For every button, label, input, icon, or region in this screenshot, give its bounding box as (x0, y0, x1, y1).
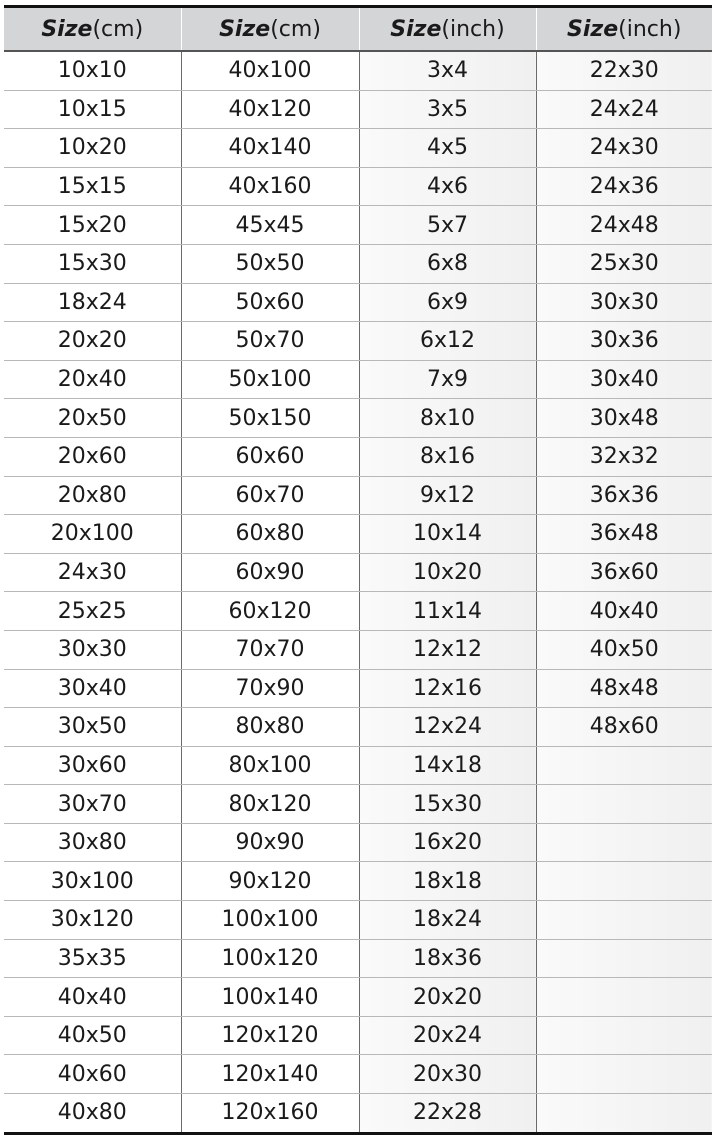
size-cell: 15x30 (4, 244, 181, 283)
table-row (4, 515, 712, 554)
size-cell: 30x50 (4, 708, 181, 747)
size-cell: 24x48 (536, 206, 712, 245)
table-row (4, 399, 712, 438)
table-row (4, 1094, 712, 1134)
size-cell (536, 823, 712, 862)
size-cell: 36x48 (536, 515, 712, 554)
header-size-label: Size (567, 16, 619, 42)
size-cell: 20x20 (359, 978, 536, 1017)
size-table-header (4, 7, 712, 52)
size-cell: 25x25 (4, 592, 181, 631)
size-cell: 120x160 (181, 1094, 359, 1134)
size-cell (536, 1055, 712, 1094)
size-cell: 8x10 (359, 399, 536, 438)
size-cell: 18x24 (4, 283, 181, 322)
header-unit-label: (cm) (270, 16, 321, 42)
size-cell: 10x10 (4, 51, 181, 90)
size-cell: 15x30 (359, 785, 536, 824)
size-cell: 40x120 (181, 90, 359, 129)
size-cell: 5x7 (359, 206, 536, 245)
header-unit-label: (inch) (441, 16, 505, 42)
size-cell: 45x45 (181, 206, 359, 245)
size-cell: 18x36 (359, 939, 536, 978)
size-cell (536, 978, 712, 1017)
header-inch-1 (359, 7, 536, 52)
size-cell: 20x20 (4, 322, 181, 361)
size-cell: 40x40 (4, 978, 181, 1017)
size-cell: 24x30 (536, 129, 712, 168)
size-cell: 30x60 (4, 746, 181, 785)
size-table-body (4, 51, 712, 1133)
size-cell (536, 746, 712, 785)
size-cell: 20x80 (4, 476, 181, 515)
size-cell: 90x90 (181, 823, 359, 862)
size-cell: 48x60 (536, 708, 712, 747)
size-cell: 7x9 (359, 360, 536, 399)
table-row (4, 785, 712, 824)
size-cell: 36x36 (536, 476, 712, 515)
size-cell: 20x24 (359, 1016, 536, 1055)
size-cell: 120x140 (181, 1055, 359, 1094)
table-row (4, 1055, 712, 1094)
size-cell: 24x30 (4, 553, 181, 592)
size-cell: 11x14 (359, 592, 536, 631)
size-cell: 30x40 (536, 360, 712, 399)
table-row (4, 51, 712, 90)
size-cell: 50x150 (181, 399, 359, 438)
size-cell: 12x12 (359, 630, 536, 669)
size-cell: 12x24 (359, 708, 536, 747)
table-row (4, 1016, 712, 1055)
size-cell: 50x100 (181, 360, 359, 399)
size-cell (536, 1016, 712, 1055)
size-cell: 9x12 (359, 476, 536, 515)
size-cell: 100x140 (181, 978, 359, 1017)
size-cell: 60x120 (181, 592, 359, 631)
size-cell: 60x80 (181, 515, 359, 554)
size-cell: 12x16 (359, 669, 536, 708)
size-cell: 40x60 (4, 1055, 181, 1094)
size-cell: 15x20 (4, 206, 181, 245)
size-cell: 3x4 (359, 51, 536, 90)
size-cell: 30x48 (536, 399, 712, 438)
size-cell: 30x70 (4, 785, 181, 824)
size-cell: 40x50 (536, 630, 712, 669)
size-cell: 35x35 (4, 939, 181, 978)
size-cell: 30x30 (4, 630, 181, 669)
size-cell: 14x18 (359, 746, 536, 785)
size-cell: 60x90 (181, 553, 359, 592)
size-cell: 100x120 (181, 939, 359, 978)
size-cell: 22x30 (536, 51, 712, 90)
size-cell: 6x12 (359, 322, 536, 361)
table-row (4, 630, 712, 669)
header-unit-label: (cm) (92, 16, 144, 42)
size-cell (536, 1094, 712, 1134)
size-cell: 120x120 (181, 1016, 359, 1055)
size-cell: 90x120 (181, 862, 359, 901)
size-cell: 100x100 (181, 901, 359, 940)
table-row (4, 360, 712, 399)
table-row (4, 823, 712, 862)
size-cell: 48x48 (536, 669, 712, 708)
table-row (4, 437, 712, 476)
size-cell: 25x30 (536, 244, 712, 283)
size-cell: 30x30 (536, 283, 712, 322)
size-table (4, 5, 712, 1135)
table-row (4, 322, 712, 361)
size-cell: 20x50 (4, 399, 181, 438)
table-row (4, 167, 712, 206)
size-cell: 32x32 (536, 437, 712, 476)
table-row (4, 862, 712, 901)
table-row (4, 592, 712, 631)
size-cell: 10x20 (4, 129, 181, 168)
size-cell: 3x5 (359, 90, 536, 129)
size-cell (536, 862, 712, 901)
table-row (4, 708, 712, 747)
size-cell: 30x36 (536, 322, 712, 361)
size-cell: 70x90 (181, 669, 359, 708)
size-cell: 22x28 (359, 1094, 536, 1134)
size-cell: 30x40 (4, 669, 181, 708)
size-cell: 80x80 (181, 708, 359, 747)
size-cell: 40x80 (4, 1094, 181, 1134)
size-cell: 30x100 (4, 862, 181, 901)
header-row (4, 7, 712, 52)
table-row (4, 90, 712, 129)
size-cell: 80x100 (181, 746, 359, 785)
size-cell: 6x9 (359, 283, 536, 322)
size-cell: 20x60 (4, 437, 181, 476)
header-inch-2 (536, 7, 712, 52)
size-cell: 8x16 (359, 437, 536, 476)
size-cell: 10x15 (4, 90, 181, 129)
table-row (4, 244, 712, 283)
size-cell: 24x36 (536, 167, 712, 206)
header-cm-2 (181, 7, 359, 52)
size-cell: 15x15 (4, 167, 181, 206)
size-cell: 40x50 (4, 1016, 181, 1055)
table-row (4, 939, 712, 978)
size-cell: 20x40 (4, 360, 181, 399)
header-size-label: Size (219, 16, 271, 42)
size-cell: 50x60 (181, 283, 359, 322)
size-cell: 30x120 (4, 901, 181, 940)
size-cell: 10x14 (359, 515, 536, 554)
size-cell (536, 785, 712, 824)
header-unit-label: (inch) (618, 16, 682, 42)
table-row (4, 283, 712, 322)
header-size-label: Size (41, 16, 93, 42)
header-cm-1 (4, 7, 181, 52)
size-cell: 4x6 (359, 167, 536, 206)
size-cell: 40x100 (181, 51, 359, 90)
size-cell: 20x30 (359, 1055, 536, 1094)
size-cell (536, 901, 712, 940)
size-cell: 18x18 (359, 862, 536, 901)
size-cell: 40x160 (181, 167, 359, 206)
header-size-label: Size (390, 16, 442, 42)
size-cell: 18x24 (359, 901, 536, 940)
size-cell: 10x20 (359, 553, 536, 592)
table-row (4, 129, 712, 168)
table-row (4, 978, 712, 1017)
size-cell: 70x70 (181, 630, 359, 669)
table-row (4, 901, 712, 940)
size-cell: 60x70 (181, 476, 359, 515)
size-cell: 50x70 (181, 322, 359, 361)
size-cell: 40x140 (181, 129, 359, 168)
size-cell: 24x24 (536, 90, 712, 129)
size-cell: 36x60 (536, 553, 712, 592)
size-cell: 6x8 (359, 244, 536, 283)
size-cell: 16x20 (359, 823, 536, 862)
size-cell: 40x40 (536, 592, 712, 631)
size-cell: 30x80 (4, 823, 181, 862)
table-row (4, 669, 712, 708)
size-cell: 20x100 (4, 515, 181, 554)
table-row (4, 476, 712, 515)
table-row (4, 553, 712, 592)
size-cell: 80x120 (181, 785, 359, 824)
size-cell: 60x60 (181, 437, 359, 476)
size-cell (536, 939, 712, 978)
table-row (4, 206, 712, 245)
size-cell: 50x50 (181, 244, 359, 283)
size-cell: 4x5 (359, 129, 536, 168)
table-row (4, 746, 712, 785)
